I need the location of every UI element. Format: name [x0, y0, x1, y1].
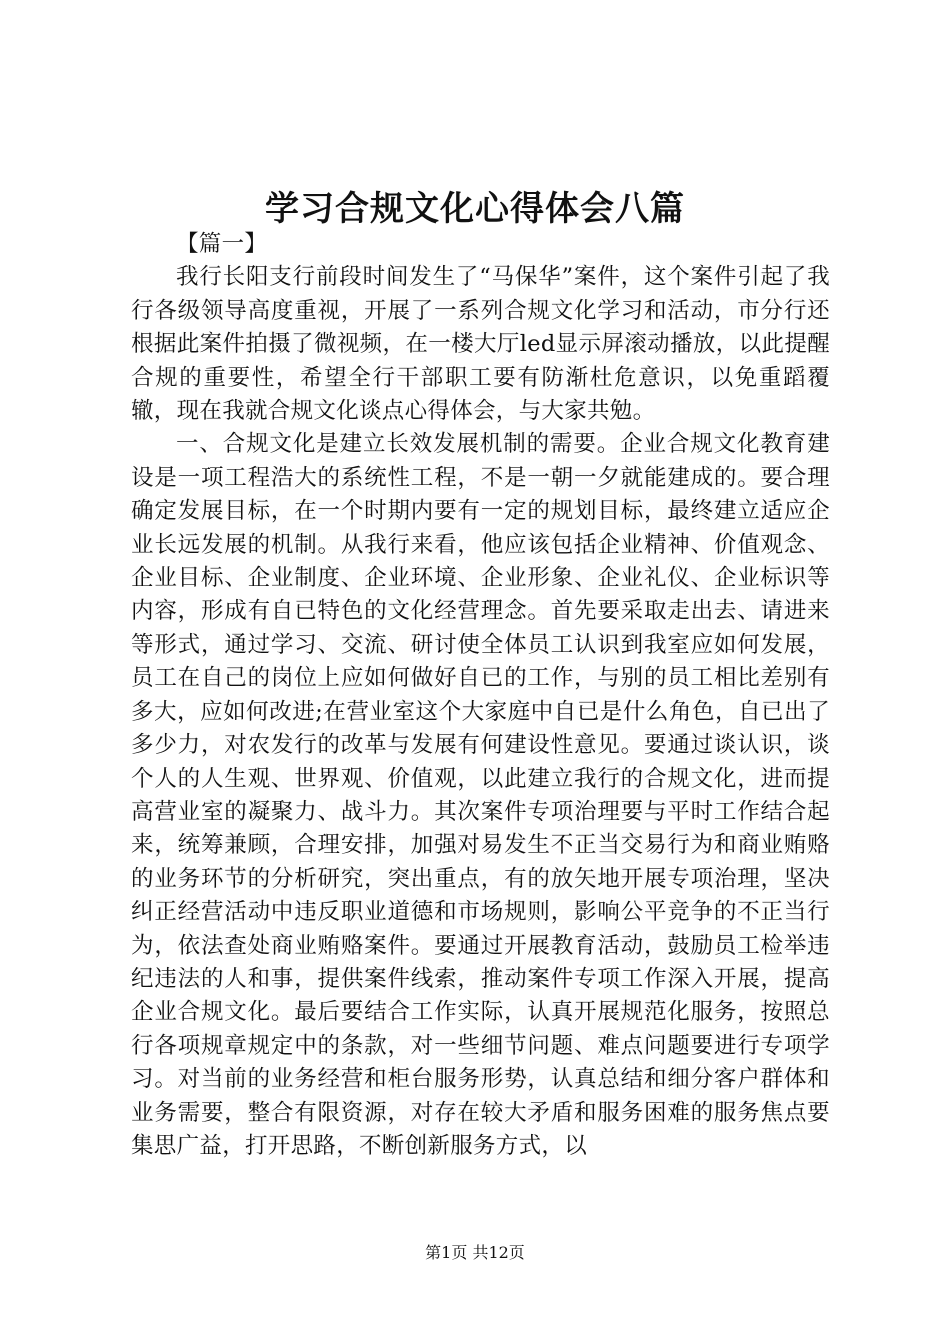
document-body — [131, 228, 830, 1163]
paragraph-2: 一、合规文化是建立长效发展机制的需要。企业合规文化教育建设是一项工程浩大的系统性工程，不是一朝一夕就能建成的。要合理确定发展目标，在一个时期内要有一定的规划目标，最终建立适应企业长远发展的机制。从我行来看，他应该包括企业精神、价值观念、企业目标、企业制度、企业环境、企业形象、企业礼仪、企业标识等内容，形成有自已特色的文化经营理念。首先要采取走出去、请进来等形式，通过学习、交流、研讨使全体员工认识到我室应如何发展，员工在自己的岗位上应如何做好自已的工作，与别的员工相比差别有多大，应如何改进;在营业室这个大家庭中自已是什么角色，自已出了多少力，对农发行的改革与发展有何建设性意见。要通过谈认识，谈个人的人生观、世界观、价值观，以此建立我行的合规文化，进而提高营业室的凝聚力、战斗力。其次案件专项治理要与平时工作结合起来，统筹兼顾，合理安排，加强对易发生不正当交易行为和商业贿赂的业务环节的分析研究，突出重点，有的放矢地开展专项治理，坚决纠正经营活动中违反职业道德和市场规则，影响公平竞争的不正当行为，依法查处商业贿赂案件。要通过开展教育活动，鼓励员工检举违纪违法的人和事，提供案件线索，推动案件专项工作深入开展，提高企业合规文化。最后要结合工作实际，认真开展规范化服务，按照总行各项规章规定中的条款，对一些细节问题、难点问题要进行专项学习。对当前的业务经营和柜台服务形势，认真总结和细分客户群体和业务需要，整合有限资源，对存在较大矛盾和服务困难的服务焦点要集思广益，打开思路，不断创新服务方式，以 — [131, 431, 830, 1159]
document-title: 学习合规文化心得体会八篇 — [265, 189, 685, 229]
paragraph-1: 我行长阳支行前段时间发生了“马保华”案件，这个案件引起了我行各级领导高度重视，开展了一系列合规文化学习和活动，市分行还根据此案件拍摄了微视频，在一楼大厅led显示屏滚动播放，以此提醒合规的重要性，希望全行干部职工要有防渐杜危意识，以免重蹈覆辙，现在我就合规文化谈点心得体会，与大家共勉。 — [131, 264, 830, 425]
page-number-footer: 第1页 共12页 — [425, 1243, 525, 1262]
section-label: 【篇一】 — [176, 231, 268, 257]
